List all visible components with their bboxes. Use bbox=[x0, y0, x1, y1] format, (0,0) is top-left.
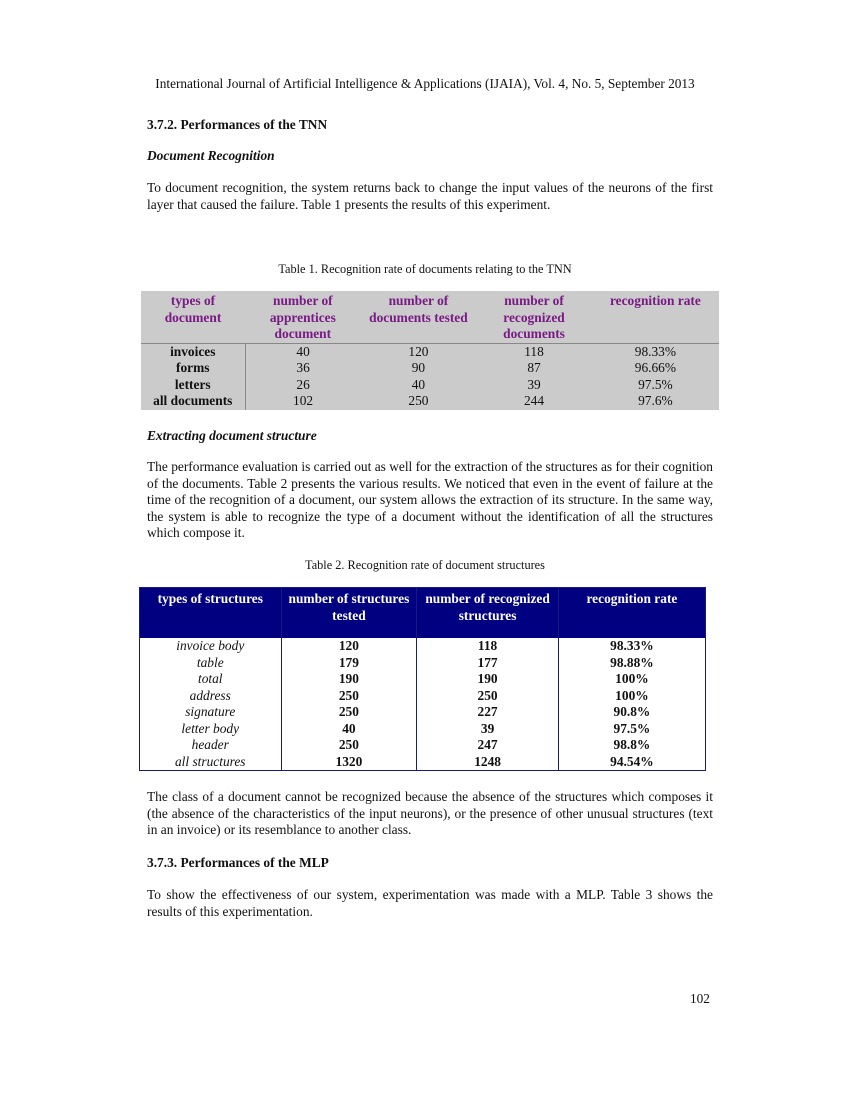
table2-header-cell: number of recognized structures bbox=[417, 588, 559, 639]
section-heading-3-7-3: 3.7.3. Performances of the MLP bbox=[147, 855, 329, 870]
table1-cell: 39 bbox=[527, 376, 541, 392]
table2-row bbox=[140, 737, 706, 754]
table2-row-label: total bbox=[197, 671, 223, 686]
table2-cell: 179 bbox=[281, 655, 417, 672]
table2-cell: 250 bbox=[281, 688, 417, 705]
table2-cell: 177 bbox=[417, 655, 559, 672]
table2-cell: 39 bbox=[417, 721, 559, 738]
table2-cell: 100% bbox=[558, 671, 705, 688]
table2-header-cell: types of structures bbox=[140, 588, 282, 639]
table2-row bbox=[140, 721, 706, 738]
table2-cell: 97.5% bbox=[558, 721, 705, 738]
table1-cell: 40 bbox=[411, 376, 426, 392]
table2-cell: 118 bbox=[417, 638, 559, 655]
table1-header-cell: types of document bbox=[164, 293, 222, 325]
table2-cell: 1320 bbox=[281, 754, 417, 771]
table2-cell: 94.54% bbox=[558, 754, 705, 771]
table2-row-label: signature bbox=[185, 704, 236, 719]
table2-row bbox=[140, 688, 706, 705]
table1-header-cell: number of recognized documents bbox=[503, 293, 565, 341]
table1-cell: 102 bbox=[293, 393, 314, 408]
table2-cell: 120 bbox=[281, 638, 417, 655]
paragraph-document-recognition: To document recognition, the system returns back to change the input values of the neurons of the first layer that caused the failure. Table 1 presents the results of this experiment. bbox=[147, 180, 713, 212]
table2-row-label: invoice body bbox=[176, 638, 245, 653]
table2-cell: 250 bbox=[281, 737, 417, 754]
table2-header-cell: recognition rate bbox=[558, 588, 705, 639]
table1-header-cell: number of documents tested bbox=[369, 293, 468, 325]
table1-header-cell: recognition rate bbox=[609, 293, 701, 308]
table2-row bbox=[140, 638, 706, 655]
table2-cell: 190 bbox=[281, 671, 417, 688]
table2-cell: 90.8% bbox=[558, 704, 705, 721]
table2-header-cell: number of structures tested bbox=[281, 588, 417, 639]
table2-row-label: address bbox=[189, 687, 231, 703]
table2-row bbox=[140, 704, 706, 721]
table1-row bbox=[141, 343, 719, 360]
table2-caption: Table 2. Recognition rate of document structures bbox=[305, 558, 545, 572]
table1-cell: 97.6% bbox=[638, 393, 673, 408]
table2-cell: 250 bbox=[281, 704, 417, 721]
table2-cell: 98.33% bbox=[558, 638, 705, 655]
table1-cell: 26 bbox=[296, 376, 310, 392]
table2-cell: 190 bbox=[417, 671, 559, 688]
table1-row bbox=[141, 393, 719, 410]
table2-row-label: table bbox=[196, 654, 224, 670]
table1-cell: 96.66% bbox=[634, 360, 677, 375]
table1-caption: Table 1. Recognition rate of documents relating to the TNN bbox=[278, 262, 572, 276]
table1-cell: 36 bbox=[296, 360, 310, 375]
subheading-extracting-structure: Extracting document structure bbox=[147, 428, 317, 443]
table2-row bbox=[140, 754, 706, 771]
table1-row bbox=[141, 360, 719, 377]
table2-row-label: header bbox=[191, 737, 229, 752]
table2-row bbox=[140, 655, 706, 672]
table1-cell: 97.5% bbox=[638, 376, 673, 392]
paragraph-extracting-structure: The performance evaluation is carried out as well for the extraction of the structures as for their cognition of the documents. Table 2 presents the various results. We noticed that even in the event of failure at the time of the recognition of a document, our system allows the extraction of its structure. In the same way, the system is able to recognize the type of a document without the identification of all the structures which compose it. bbox=[147, 459, 713, 541]
table2-cell: 98.8% bbox=[558, 737, 705, 754]
table1-cell: 118 bbox=[476, 343, 592, 360]
table1 bbox=[141, 291, 719, 410]
table2-cell: 250 bbox=[417, 688, 559, 705]
table1-row-label: invoices bbox=[141, 343, 245, 360]
table1-row-label: forms bbox=[141, 360, 245, 377]
table1-cell: 244 bbox=[523, 393, 545, 408]
table2-cell: 247 bbox=[417, 737, 559, 754]
paragraph-mlp: To show the effectiveness of our system, experimentation was made with a MLP. Table 3 shows the results of this experimentation. bbox=[147, 887, 713, 919]
table1-row-label: all documents bbox=[141, 393, 245, 410]
table2-cell: 227 bbox=[417, 704, 559, 721]
subheading-document-recognition: Document Recognition bbox=[147, 148, 275, 163]
table1-row bbox=[141, 377, 719, 394]
table2-row bbox=[140, 671, 706, 688]
table1-cell: 98.33% bbox=[592, 343, 719, 360]
table2-row-label: letter body bbox=[181, 720, 240, 736]
table2-cell: 40 bbox=[281, 721, 417, 738]
table2-row-label: all structures bbox=[174, 753, 246, 769]
table1-cell: 87 bbox=[527, 360, 541, 375]
table1-cell: 120 bbox=[361, 343, 477, 360]
table2 bbox=[139, 587, 706, 771]
table2-cell: 1248 bbox=[417, 754, 559, 771]
page-number: 102 bbox=[690, 991, 710, 1006]
table2-cell: 100% bbox=[558, 688, 705, 705]
table1-cell: 40 bbox=[245, 343, 361, 360]
table1-cell: 250 bbox=[408, 393, 429, 408]
table1-row-label: letters bbox=[141, 377, 245, 394]
section-heading-3-7-2: 3.7.2. Performances of the TNN bbox=[147, 117, 328, 132]
paragraph-class-recognition: The class of a document cannot be recognized because the absence of the structures which composes it (the absence of the characteristics of the input neurons), or the presence of other unusual structures (text in an invoice) or its resemblance to another class. bbox=[147, 789, 713, 838]
table1-cell: 90 bbox=[411, 360, 426, 375]
journal-header: International Journal of Artificial Intelligence & Applications (IJAIA), Vol. 4, No. 5, September 2013 bbox=[155, 76, 695, 91]
table1-header-cell: number of apprentices document bbox=[269, 293, 336, 341]
table2-cell: 98.88% bbox=[558, 655, 705, 672]
